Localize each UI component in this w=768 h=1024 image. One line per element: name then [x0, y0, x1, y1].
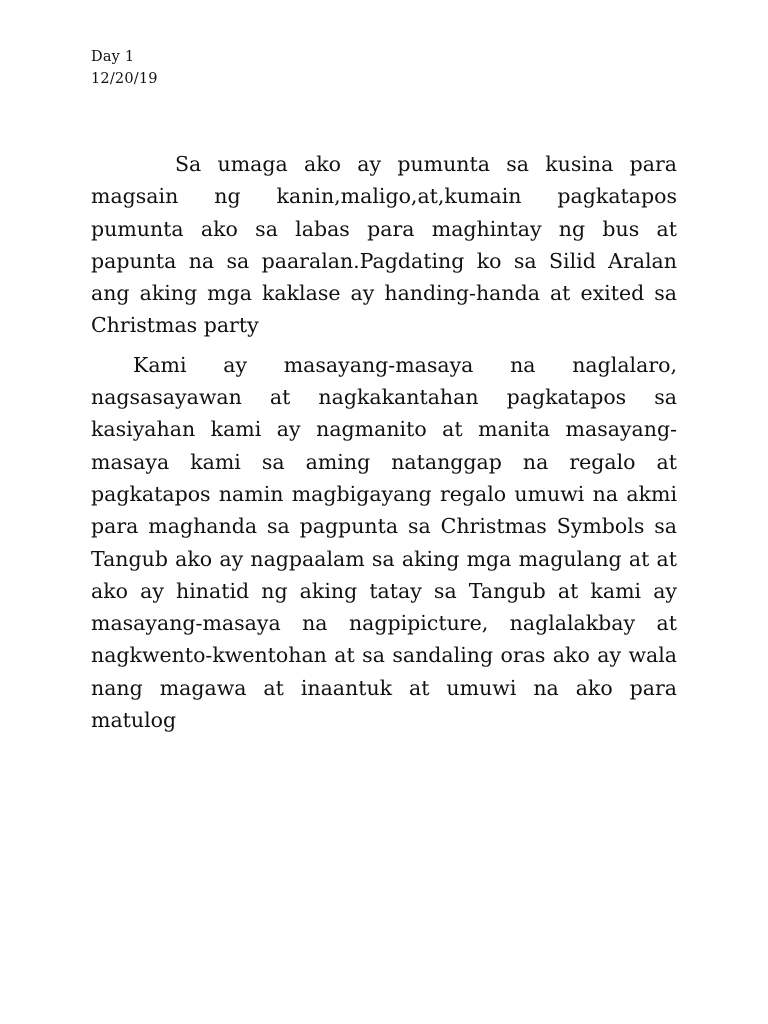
diary-body [91, 148, 677, 736]
paragraph-1: Sa umaga ako ay pumunta sa kusina para magsain ng kanin,maligo,at,kumain pagkatapos pumunta ako sa labas para maghintay ng bus at papunta na sa paaralan.Pagdating ko sa Silid Aralan ang aking mga kaklase ay handing-handa at exited sa Christmas party [91, 152, 677, 338]
paragraph-2: Kami ay masayang-masaya na naglalaro, nagsasayawan at nagkakantahan pagkatapos sa kasiyahan kami ay nagmanito at manita masayang-masaya kami sa aming natanggap na regalo at pagkatapos namin magbigayang regalo umuwi na akmi para maghanda sa pagpunta sa Christmas Symbols sa Tangub ako ay nagpaalam sa aking mga magulang at at ako ay hinatid ng aking tatay sa Tangub at kami ay masayang-masaya na nagpipicture, naglalakbay at nagkwento-kwentohan at sa sandaling oras ako ay wala nang magawa at inaantuk at umuwi na ako para matulog [91, 352, 677, 733]
diary-header [91, 46, 158, 90]
entry-date: 12/20/19 [91, 71, 158, 87]
day-label: Day 1 [91, 49, 135, 65]
